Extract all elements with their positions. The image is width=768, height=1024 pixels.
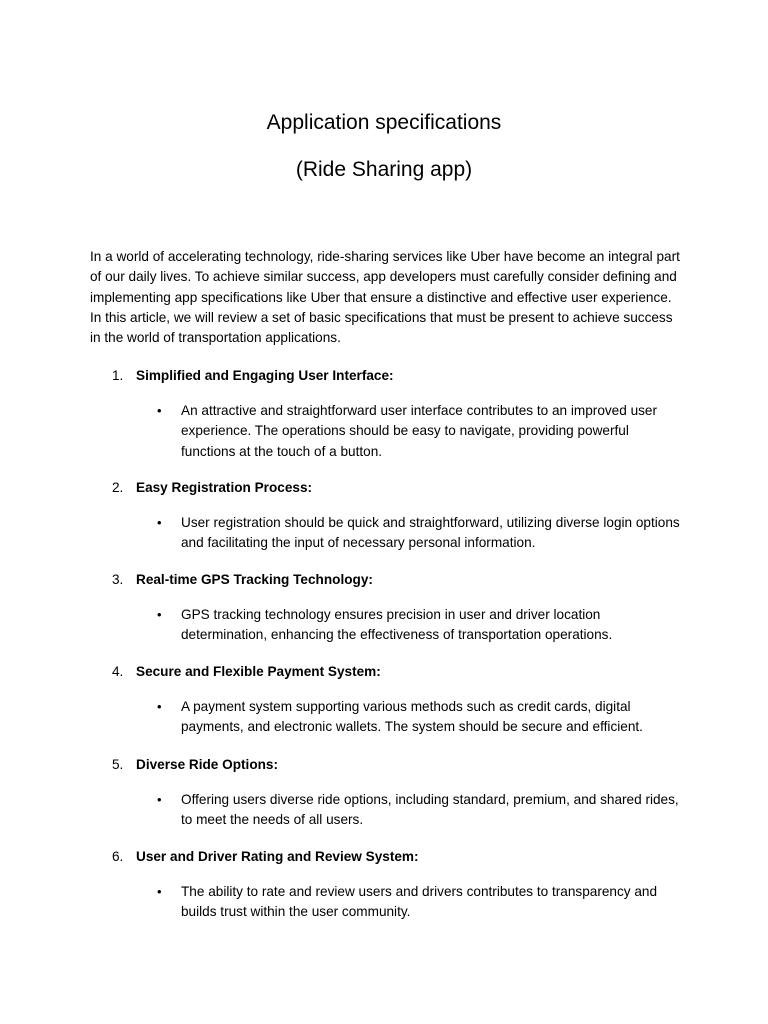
bullet-text: User registration should be quick and straightforward, utilizing diverse login options and facilitating the input of necessary personal information. xyxy=(181,515,680,551)
section-heading-text: Simplified and Engaging User Interface: xyxy=(136,368,394,383)
section-heading xyxy=(0,478,768,498)
section-number: 5. xyxy=(112,757,124,772)
section-number: 2. xyxy=(112,480,124,495)
section-number: 4. xyxy=(112,664,124,679)
bullet-text: The ability to rate and review users and drivers contributes to transparency and builds trust within the user community. xyxy=(181,884,658,920)
bullet-text: A payment system supporting various methods such as credit cards, digital payments, and electronic wallets. The system should be secure and efficient. xyxy=(181,699,643,735)
intro-paragraph: In a world of accelerating technology, ride-sharing services like Uber have become an integral part of our daily lives. To achieve similar success, app developers must carefully consider defining and implementing app specifications like Uber that ensure a distinctive and effective user experience. In this article, we will review a set of basic specifications that must be present to achieve success in the world of transportation applications. xyxy=(90,249,680,346)
bullet-icon: • xyxy=(157,884,162,899)
document-title: Application specifications xyxy=(266,111,502,134)
section-heading-text: Diverse Ride Options: xyxy=(136,757,279,772)
section-number: 6. xyxy=(112,849,124,864)
bullet-text: Offering users diverse ride options, including standard, premium, and shared rides, to meet the needs of all users. xyxy=(181,792,679,828)
section-heading xyxy=(0,847,768,867)
section-heading xyxy=(0,662,768,682)
document-subtitle: (Ride Sharing app) xyxy=(295,158,473,181)
section-heading xyxy=(0,570,768,590)
bullet-icon: • xyxy=(157,403,162,418)
section-heading-text: Real-time GPS Tracking Technology: xyxy=(136,572,373,587)
bullet-icon: • xyxy=(157,792,162,807)
section-number: 3. xyxy=(112,572,124,587)
bullet-text: GPS tracking technology ensures precision in user and driver location determination, enhancing the effectiveness of transportation operations. xyxy=(181,607,613,643)
section-heading xyxy=(0,755,768,775)
bullet-text: An attractive and straightforward user interface contributes to an improved user experience. The operations should be easy to navigate, providing powerful functions at the touch of a button. xyxy=(181,403,658,459)
section-heading xyxy=(0,366,768,386)
bullet-icon: • xyxy=(157,515,162,530)
section-number: 1. xyxy=(112,368,124,383)
bullet-icon: • xyxy=(157,607,162,622)
section-heading-text: Easy Registration Process: xyxy=(136,480,313,495)
bullet-icon: • xyxy=(157,699,162,714)
section-heading-text: User and Driver Rating and Review System: xyxy=(136,849,419,864)
section-heading-text: Secure and Flexible Payment System: xyxy=(136,664,381,679)
